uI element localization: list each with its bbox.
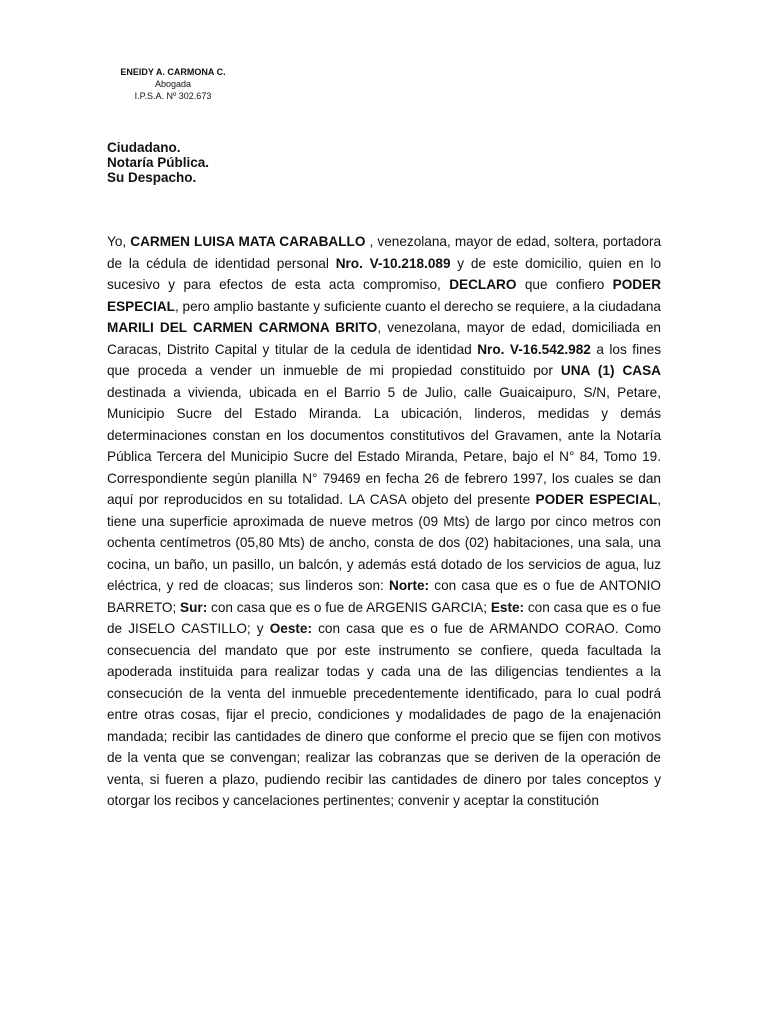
body-text-segment: a los fines que proceda a vender un inmueble de mi propiedad constituido por [107, 341, 662, 378]
recipient-block [107, 140, 209, 185]
body-paragraph [107, 231, 661, 812]
body-text-segment: , venezolana, mayor de edad, domiciliada en Caracas, Distrito Capital y titular de la cedula de identidad [107, 320, 661, 357]
body-text-segment: , venezolana, mayor de edad, soltera, portadora de la cédula de identidad personal [107, 234, 662, 271]
recipient-line-3: Su Despacho. [107, 170, 197, 185]
boundary-east-label: Este: [490, 599, 525, 615]
body-text-segment: destinada a vivienda, ubicada en el Barrio 5 de Julio, calle Guaicaipuro, S/N, Petare, Municipio Sucre del Estado Miranda. La ubicación, linderos, medidas y demás determinaciones constan en los documentos constitutivos del Gravamen, ante la Notaría Pública Tercera del Municipio Sucre del Estado Miranda, Petare, bajo el N° 84, Tomo 19. Correspondiente según planilla N° 79469 en fecha 26 de febrero 1997, los cuales se dan aquí por reproducidos en su totalidad. LA CASA objeto del presente [107, 384, 661, 507]
lawyer-title: Abogada [154, 79, 192, 89]
body-text-segment: , pero amplio bastante y suficiente cuanto el derecho se requiere, a la ciudadana [174, 298, 661, 314]
boundary-west-label: Oeste: [269, 621, 313, 636]
recipient-line-1: Ciudadano. [107, 140, 181, 155]
attorney-name: MARILI DEL CARMEN CARMONA BRITO [107, 320, 378, 335]
body-text-segment: con casa que es o fue de ANTONIO BARRETO; [107, 578, 661, 615]
recipient-line-2: Notaría Pública. [107, 155, 210, 170]
boundary-north-label: Norte: [389, 578, 430, 593]
body-text-segment: , tiene una superficie aproximada de nueve metros (09 Mts) de largo por cinco metros con ochenta centímetros (05,80 Mts) de ancho, consta de dos (02) habitaciones, una sala, una cocina, un baño, un pasillo, un balcón, y además está dotado de los servicios de agua, luz eléctrica, y red de cloacas; sus linderos son: [107, 492, 661, 593]
body-text-segment: con casa que es o fue de ARMANDO CORAO. Como consecuencia del mandato que por este instrumento se confiere, queda facultada la apoderada instituida para realizar todas y cada una de las diligencias tendientes a la consecución de la venta del inmueble precedentemente identificado, para lo cual podrá entre otras cosas, fijar el precio, condiciones y modalidades de pago de la enajenación mandada; recibir las cantidades de dinero que conforme el precio que se fijen con motivos de la venta que se convengan; realizar las cobranzas que se deriven de la operación de venta, si fueren a plazo, pudiendo recibir las cantidades de dinero por tales conceptos y otorgar los recibos y cancelaciones pertinentes; convenir y aceptar la constitución [107, 621, 661, 808]
special-power-term: PODER ESPECIAL [535, 492, 658, 507]
body-text-segment: que confiero [516, 277, 613, 292]
boundary-south-label: Sur: [180, 599, 208, 615]
letterhead [108, 66, 238, 102]
lawyer-name: ENEIDY A. CARMONA C. [120, 67, 226, 77]
lawyer-registration: I.P.S.A. Nº 302.673 [134, 91, 212, 101]
body-text-segment: Yo, [107, 234, 131, 249]
special-power-term: PODER ESPECIAL [107, 277, 662, 314]
body-text-segment: y de este domicilio, quien en lo sucesivo y para efectos de esta acta compromiso, [107, 255, 662, 292]
property-type: UNA (1) CASA [560, 363, 662, 378]
grantor-id-number: Nro. V-10.218.089 [335, 255, 451, 271]
body-text-segment: con casa que es o fue de ARGENIS GARCIA; [207, 599, 491, 615]
grantor-name: CARMEN LUISA MATA CARABALLO [130, 234, 366, 249]
attorney-id-number: Nro. V-16.542.982 [477, 341, 591, 357]
declaration-keyword: DECLARO [449, 277, 517, 292]
body-text-segment: con casa que es o fue de JISELO CASTILLO; y [107, 599, 661, 636]
